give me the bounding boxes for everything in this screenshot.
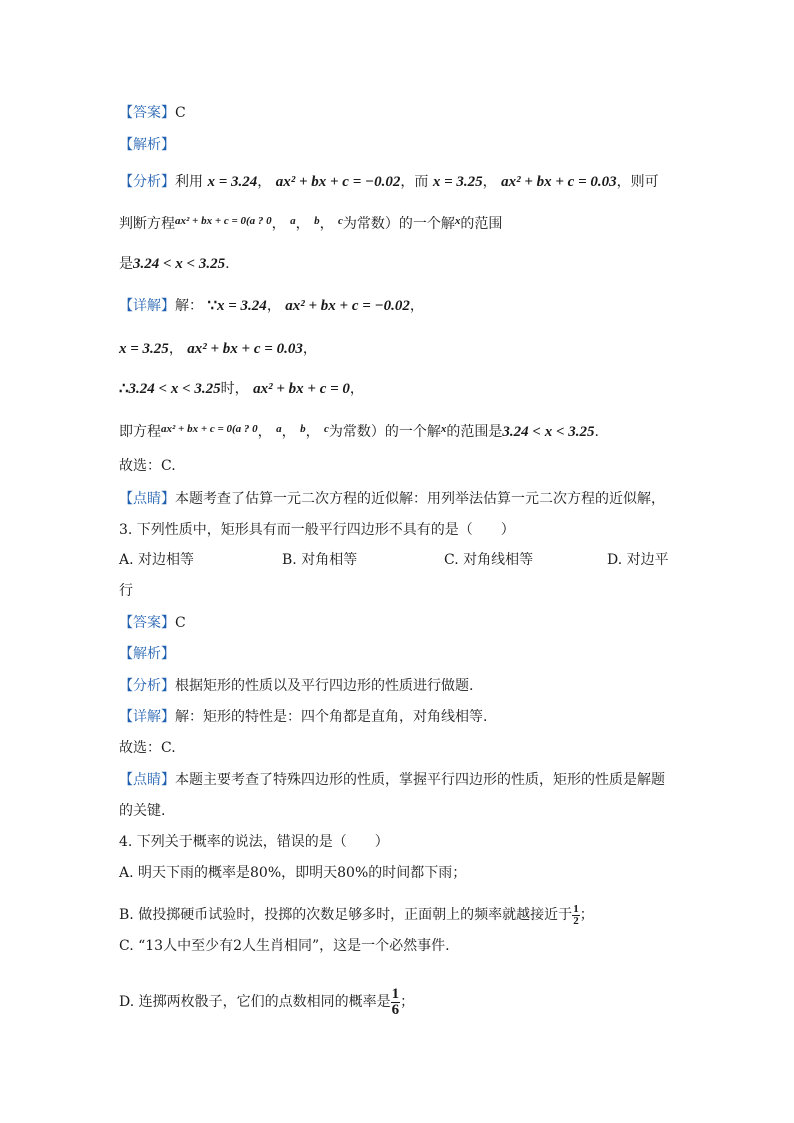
math-x-3.24: x = 3.24	[207, 174, 258, 190]
q2-detail-tag: 【详解】	[119, 298, 175, 314]
sep: ，	[409, 298, 424, 314]
q3-detail-tag: 【详解】	[119, 709, 175, 725]
q3-option-b: B. 对角相等	[282, 552, 358, 568]
text: .	[225, 256, 230, 272]
q2-detail-line2	[119, 339, 317, 359]
text: 的范围	[460, 216, 503, 232]
q3-answer-line	[119, 613, 186, 633]
sep: ，	[305, 424, 320, 440]
math-x-3.25: x = 3.25	[432, 174, 483, 190]
q3-fenxi-tag: 【分析】	[119, 678, 175, 694]
q3-option-d: D. 对边平	[607, 552, 669, 568]
text: 为常数）的一个解	[342, 216, 455, 232]
q4-option-d	[119, 970, 414, 1034]
math-poly-neg: ax² + bx + c = −0.02	[275, 174, 401, 190]
math-equation-small: ax² + bx + c = 0(a ? 0	[175, 215, 272, 227]
q2-fenxi-line2	[119, 214, 502, 235]
math-poly: ax² + bx + c = 0.03	[187, 341, 303, 357]
fraction-one-half	[572, 904, 580, 927]
fraction-denominator: 2	[573, 914, 579, 927]
q2-analysis-tag: 【解析】	[119, 137, 175, 153]
q4-stem: 4. 下列关于概率的说法，错误的是（ ）	[119, 834, 389, 850]
text: 判断方程	[119, 216, 175, 232]
q3-answer-value: C	[175, 615, 186, 631]
q2-review-line	[119, 489, 665, 509]
text: .	[594, 424, 599, 440]
math-range: 3.24 < x < 3.25	[133, 256, 226, 272]
var-a: a	[276, 423, 282, 435]
sep: ，	[482, 174, 497, 190]
q3-answer-tag: 【答案】	[119, 615, 175, 631]
sep: ，	[257, 174, 272, 190]
q2-fenxi-text: 利用	[175, 174, 203, 190]
text: 的范围是	[446, 424, 503, 440]
q3-review-wrap: 的关键.	[119, 803, 166, 819]
var-b: b	[314, 215, 320, 227]
q2-fenxi-tag: 【分析】	[119, 174, 175, 190]
q3-fenxi-line	[119, 676, 473, 696]
q3-fenxi-text: 根据矩形的性质以及平行四边形的性质进行做题.	[175, 678, 474, 694]
math-poly: ax² + bx + c = 0	[253, 381, 350, 397]
sep: ，	[281, 424, 296, 440]
fraction-numerator: 1	[391, 985, 400, 1002]
fraction-denominator: 6	[391, 1001, 400, 1018]
var-x: x	[440, 423, 447, 435]
q4-option-d-text: D. 连掷两枚骰子，它们的点数相同的概率是	[119, 994, 391, 1010]
q2-fenxi-line1	[119, 172, 659, 192]
q3-analysis-tag: 【解析】	[119, 646, 175, 662]
fraction-one-sixth	[391, 987, 401, 1018]
math-poly-pos: ax² + bx + c = 0.03	[501, 174, 617, 190]
q3-option-a: A. 对边相等	[119, 552, 195, 568]
q2-answer-line	[119, 103, 186, 123]
sep: ，	[168, 341, 183, 357]
sep: ，而	[400, 174, 429, 190]
q4-option-c: C. “13人中至少有2人生肖相同”，这是一个必然事件.	[119, 938, 450, 954]
q2-answer-tag: 【答案】	[119, 105, 175, 121]
fraction-numerator: 1	[573, 902, 579, 915]
q3-stem: 3. 下列性质中，矩形具有而一般平行四边形不具有的是（ ）	[119, 522, 515, 538]
sep: ，	[319, 216, 334, 232]
var-c: c	[338, 215, 343, 227]
math-equation-small: ax² + bx + c = 0(a ? 0	[161, 423, 258, 435]
sep: ，	[271, 216, 286, 232]
q2-detail-line1	[119, 296, 424, 316]
text: 是	[119, 256, 133, 272]
var-c: c	[324, 423, 329, 435]
q2-detail-line3	[119, 379, 364, 399]
q3-review-text: 本题主要考查了特殊四边形的性质，掌握平行四边形的性质，矩形的性质是解题	[175, 772, 665, 788]
q2-detail-line4	[119, 422, 599, 443]
q4-option-b-text: B. 做投掷硬币试验时，投掷的次数足够多时，正面朝上的频率就越接近于	[119, 907, 573, 923]
q3-detail-text: 解：矩形的特性是：四个角都是直角，对角线相等.	[175, 709, 488, 725]
math-x: x = 3.24	[217, 298, 267, 314]
math-range: 3.24 < x < 3.25	[502, 424, 595, 440]
sep: ，则可	[616, 174, 659, 190]
q3-review-tag: 【点睛】	[119, 772, 175, 788]
sep: ；	[400, 994, 415, 1010]
math-poly: ax² + bx + c = −0.02	[285, 298, 410, 314]
because-symbol: ∵	[207, 298, 217, 314]
q3-review-line	[119, 770, 665, 790]
q4-option-b	[119, 893, 594, 937]
math-x: x = 3.25	[119, 341, 169, 357]
q4-option-a: A. 明天下雨的概率是80%，即明天80%的时间都下雨；	[119, 865, 467, 881]
var-a: a	[290, 215, 296, 227]
q3-option-c: C. 对角线相等	[444, 552, 534, 568]
var-x: x	[454, 215, 461, 227]
text: 即方程	[119, 424, 161, 440]
q2-answer-value: C	[175, 105, 186, 121]
text: 解：	[175, 298, 203, 314]
q2-review-tag: 【点睛】	[119, 491, 175, 507]
sep: ，	[257, 424, 272, 440]
sep: ，	[266, 298, 281, 314]
math-range: 3.24 < x < 3.25	[128, 381, 221, 397]
sep: ，	[302, 341, 317, 357]
sep: ，	[349, 381, 364, 397]
q2-choose: 故选：C.	[119, 458, 176, 474]
q3-option-d-wrap: 行	[119, 583, 133, 599]
text: 时，	[220, 381, 249, 397]
q2-review-text: 本题考查了估算一元二次方程的近似解：用列举法估算一元二次方程的近似解，	[175, 491, 665, 507]
sep: ；	[579, 907, 594, 923]
therefore-symbol: ∴	[119, 381, 129, 397]
q3-detail-line	[119, 707, 487, 727]
q3-choose: 故选：C.	[119, 740, 176, 756]
sep: ，	[295, 216, 310, 232]
var-b: b	[300, 423, 306, 435]
q2-fenxi-line3	[119, 254, 230, 274]
text: 为常数）的一个解	[328, 424, 441, 440]
